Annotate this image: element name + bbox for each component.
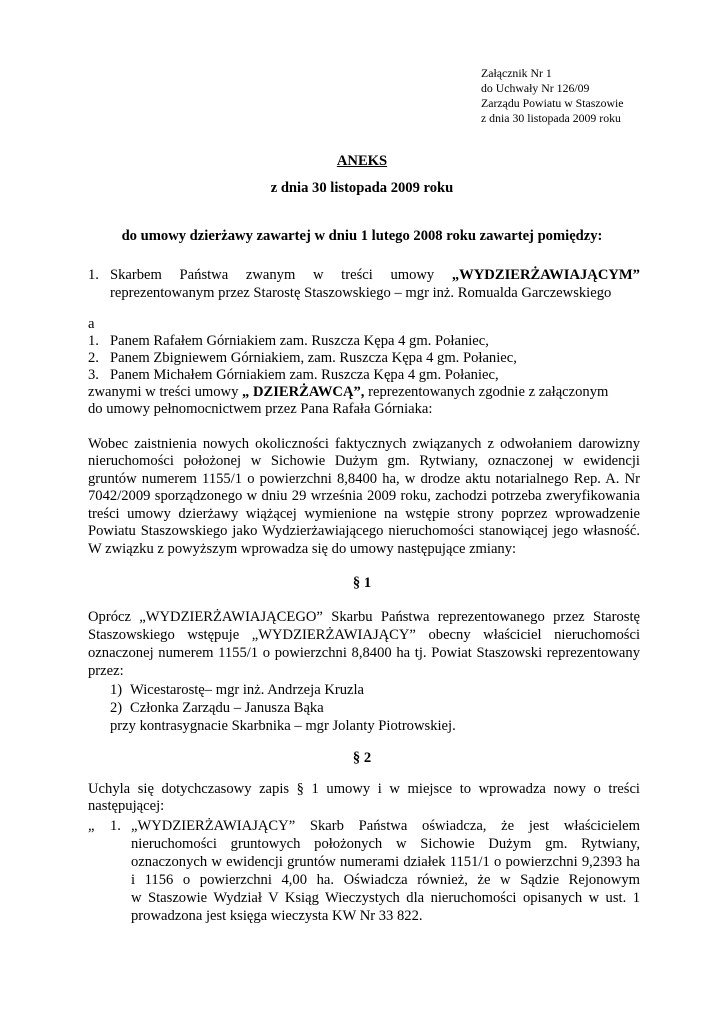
document-title: ANEKS xyxy=(336,153,388,169)
section1-line: Oprócz „WYDZIERŻAWIAJĄCEGO” Skarbu Państwa reprezentowanego przez Starostę xyxy=(88,609,640,625)
annex-note xyxy=(481,66,624,126)
tenant-number: 2. xyxy=(88,350,99,366)
countersign: przy kontrasygnacie Skarbnika – mgr Jolanty Piotrowskiej. xyxy=(110,718,456,734)
text-span: reprezentowanych zgodnie z załączonym xyxy=(364,384,609,400)
section-heading: § 2 xyxy=(352,750,372,766)
intro-line: treści umowy dzierżawy wiążącej wymienione na wstępie strony poprzez wprowadzenie xyxy=(88,506,640,522)
tenant-number: 3. xyxy=(88,367,99,383)
intro-last-line: W związku z powyższym wprowadza się do umowy następujące zmiany: xyxy=(88,541,517,557)
section2-line: następującej: xyxy=(88,798,165,814)
intro-line: nieruchomości położonej w Sichowie Dużym gm. Rytwiany, oznaczonej w ewidencji xyxy=(88,453,640,469)
party1-line1 xyxy=(110,267,640,285)
section1-line: Staszowskiego wstępuje „WYDZIERŻAWIAJĄCY” obecny właściciel nieruchomości xyxy=(88,627,640,643)
section2-item-last-line: prowadzona jest księga wieczysta KW Nr 33 822. xyxy=(131,908,423,924)
conjunction: a xyxy=(88,316,95,332)
quote-mark: „ xyxy=(88,818,95,834)
party1-word: treści xyxy=(341,267,373,283)
tenants-named-line2: do umowy pełnomocnictwem przez Pana Rafała Górniaka: xyxy=(88,401,433,417)
party1-word: Państwa xyxy=(179,267,229,283)
intro-line: gruntów numerem 1155/1 o powierzchni 8,8400 ha, w drodze aktu notarialnego Rep. A. Nr xyxy=(88,471,640,487)
document-subtitle: do umowy dzierżawy zawartej w dniu 1 lutego 2008 roku zawartej pomiędzy: xyxy=(121,228,603,244)
party-number: 1. xyxy=(88,267,99,283)
party1-role: „WYDZIERŻAWIAJĄCYM” xyxy=(451,267,640,283)
tenant-item: Panem Rafałem Górniakiem zam. Ruszcza Kępa 4 gm. Połaniec, xyxy=(110,333,489,349)
section-heading: § 1 xyxy=(352,575,372,591)
section2-item-line: oznaczonych w ewidencji gruntów numerami działek 1151/1 o powierzchni 9,2393 ha xyxy=(131,854,640,870)
intro-line: Powiatu Staszowskiego jako Wydzierżawiającego nieruchomości stanowiącej jego własność. xyxy=(88,523,640,539)
document-date: z dnia 30 listopada 2009 roku xyxy=(270,180,454,196)
intro-line: 7042/2009 sporządzonego w dniu 29 września 2009 roku, zachodzi potrzeba zweryfikowania xyxy=(88,488,640,504)
annex-line: do Uchwały Nr 126/09 xyxy=(481,81,590,95)
rep-number: 2) xyxy=(110,700,123,716)
party1-word: zwanym xyxy=(245,267,296,283)
party1-word: umowy xyxy=(390,267,435,283)
party1-line2: reprezentowanym przez Starostę Staszowskiego – mgr inż. Romualda Garczewskiego xyxy=(110,285,612,301)
party1-word: w xyxy=(312,267,324,283)
section2-item-line: nieruchomości gruntowych położonych w Sichowie Dużym gm. Rytwiany, xyxy=(131,836,640,852)
section2-line: Uchyla się dotychczasowy zapis § 1 umowy i w miejsce to wprowadza nowy o treści xyxy=(88,781,640,797)
section1-line: oznaczonej numerem 1155/1 o powierzchni 8,8400 ha tj. Powiat Staszowski reprezentowany xyxy=(88,645,640,661)
annex-line: Załącznik Nr 1 xyxy=(481,66,552,80)
item-number: 1. xyxy=(110,818,121,834)
section2-item-line: i 1156 o powierzchni 4,00 ha. Oświadcza również, że w Sądzie Rejonowym xyxy=(131,872,640,888)
annex-line: z dnia 30 listopada 2009 roku xyxy=(481,111,621,125)
rep-number: 1) xyxy=(110,682,123,698)
rep-item: Członka Zarządu – Janusza Bąka xyxy=(130,700,324,716)
section1-last-line: przez: xyxy=(88,663,124,679)
tenant-item: Panem Michałem Górniakiem zam. Ruszcza Kępa 4 gm. Połaniec, xyxy=(110,367,499,383)
tenant-role: „ DZIERŻAWCĄ”, xyxy=(242,384,365,400)
rep-item: Wicestarostę– mgr inż. Andrzeja Kruzla xyxy=(130,682,365,698)
tenant-item: Panem Zbigniewem Górniakiem, zam. Ruszcza Kępa 4 gm. Połaniec, xyxy=(110,350,517,366)
intro-line: Wobec zaistnienia nowych okoliczności faktycznych związanych z odwołaniem darowizny xyxy=(88,436,640,452)
tenants-named-line1 xyxy=(88,384,640,402)
section2-item-line: „WYDZIERŻAWIAJĄCY” Skarb Państwa oświadcza, że jest właścicielem xyxy=(131,818,640,834)
tenant-number: 1. xyxy=(88,333,99,349)
party1-word: Skarbem xyxy=(110,267,162,283)
text-span: zwanymi w treści umowy xyxy=(88,384,243,400)
annex-line: Zarządu Powiatu w Staszowie xyxy=(481,96,624,110)
section2-item-line: w Staszowie Wydział V Ksiąg Wieczystych dla nieruchomości opisanych w ust. 1 xyxy=(131,890,640,906)
